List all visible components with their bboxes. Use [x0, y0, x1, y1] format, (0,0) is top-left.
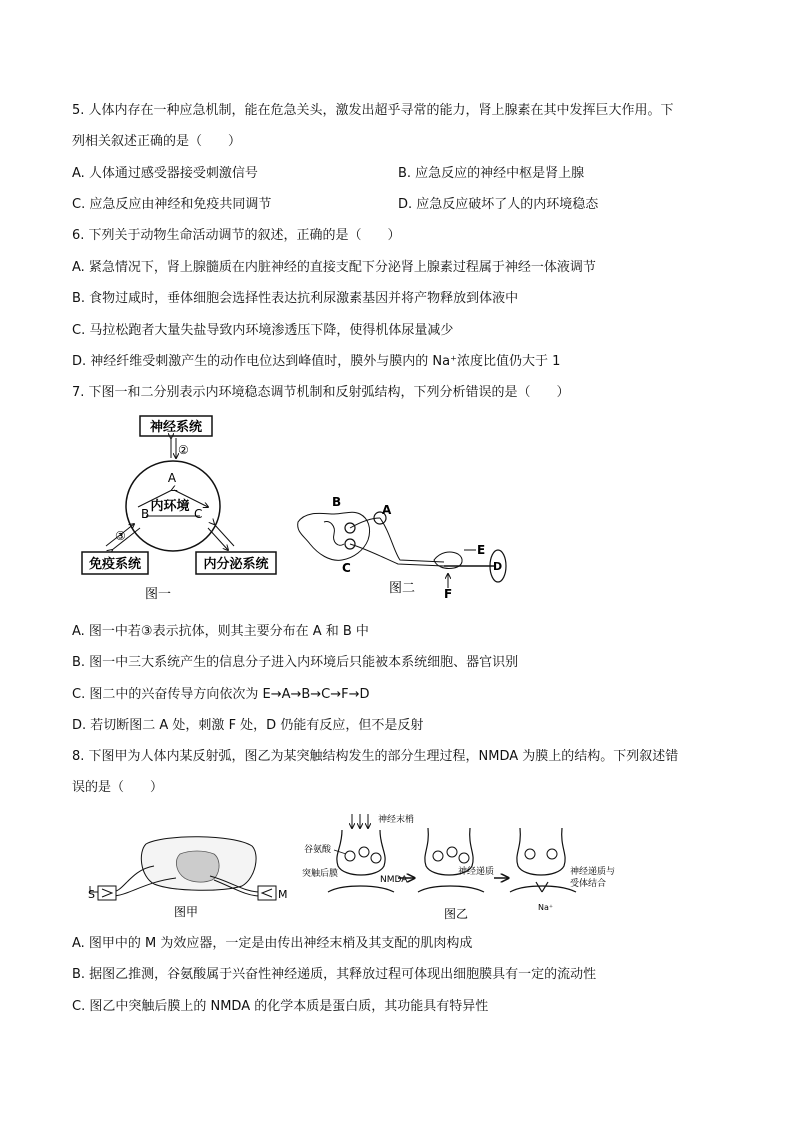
label-3: ③ — [115, 529, 126, 543]
q8-option-a: A. 图甲中的 M 为效应器，一定是由传出神经末梢及其支配的肌肉构成 — [72, 936, 473, 951]
figure-b-synapse — [298, 808, 628, 920]
fig2-label-c: C — [342, 561, 351, 575]
endocrine-system-label: 内分泌系统 — [203, 557, 269, 572]
q6-option-d: D. 神经纤维受刺激产生的动作电位达到峰值时，膜外与膜内的 Na⁺浓度比值仍大于 1 — [72, 354, 561, 369]
q8-option-b: B. 据图乙推测，谷氨酸属于兴奋性神经递质，其释放过程可体现出细胞膜具有一定的流动性 — [72, 967, 597, 982]
q5-option-a: A. 人体通过感受器接受刺激信号 — [72, 166, 258, 181]
q6-option-a: A. 紧急情况下，肾上腺髓质在内脏神经的直接支配下分泌肾上腺素过程属于神经一体液调节 — [72, 260, 596, 275]
figure-b-caption: 图乙 — [443, 907, 469, 921]
binding-label-line1: 神经递质与 — [570, 867, 616, 877]
figure-2-reflex-arc — [294, 492, 514, 600]
q8-option-c: C. 图乙中突触后膜上的 NMDA 的化学本质是蛋白质，其功能具有特异性 — [72, 999, 489, 1014]
q6-stem: 6. 下列关于动物生命活动调节的叙述，正确的是（ ） — [72, 228, 401, 243]
fig2-label-d: D — [493, 560, 503, 573]
q6-option-c: C. 马拉松跑者大量失盐导致内环境渗透压下降，使得机体尿量减少 — [72, 323, 454, 338]
label-2: ② — [178, 443, 189, 457]
fig1-label-c: C — [194, 507, 203, 521]
figure-1-homeostasis-diagram — [78, 412, 288, 604]
figure-a-caption: 图甲 — [173, 905, 199, 919]
q7-stem: 7. 下图一和二分别表示内环境稳态调节机制和反射弧结构，下列分析错误的是（ ） — [72, 385, 570, 400]
fig2-label-a: A — [382, 503, 392, 517]
q7-option-c: C. 图二中的兴奋传导方向依次为 E→A→B→C→F→D — [72, 687, 370, 702]
q6-option-b: B. 食物过咸时，垂体细胞会选择性表达抗利尿激素基因并将产物释放到体液中 — [72, 291, 519, 306]
q5-stem-line1: 5. 人体内存在一种应急机制，能在危急关头，激发出超乎寻常的能力，肾上腺素在其中发挥巨大作用。下 — [72, 103, 674, 118]
internal-environment-label: 内环境 — [150, 499, 190, 514]
immune-system-label: 免疫系统 — [88, 557, 142, 572]
glutamate-label: 谷氨酸 — [304, 845, 332, 855]
figure-1-caption: 图一 — [144, 587, 172, 602]
fig2-label-e: E — [477, 543, 486, 557]
nervous-system-label: 神经系统 — [149, 420, 203, 435]
q8-stem-line1: 8. 下图甲为人体内某反射弧，图乙为某突触结构发生的部分生理过程，NMDA 为膜上的结构。下列叙述错 — [72, 749, 679, 764]
figure-a-reflex-arc — [84, 820, 288, 920]
sodium-ion-label: Na⁺ — [538, 903, 554, 912]
q5-stem-line2: 列相关叙述正确的是（ ） — [72, 134, 242, 149]
q5-option-c: C. 应急反应由神经和免疫共同调节 — [72, 197, 272, 212]
q8-stem-line2: 误的是（ ） — [72, 780, 164, 795]
q7-option-a: A. 图一中若③表示抗体，则其主要分布在 A 和 B 中 — [72, 624, 369, 639]
neurotransmitter-label: 神经递质 — [458, 867, 495, 877]
nmda-label: NMDA — [380, 875, 408, 885]
fig-a-label-m: M — [278, 888, 288, 901]
q7-option-d: D. 若切断图二 A 处，刺激 F 处，D 仍能有反应，但不是反射 — [72, 718, 424, 733]
fig1-label-b: B — [141, 507, 150, 521]
binding-label-line2: 受体结合 — [570, 879, 607, 889]
nerve-terminal-label: 神经末梢 — [378, 815, 415, 825]
q7-option-b: B. 图一中三大系统产生的信息分子进入内环境后只能被本系统细胞、器官识别 — [72, 655, 519, 670]
figure-2-caption: 图二 — [388, 581, 416, 596]
q5-option-d: D. 应急反应破坏了人的内环境稳态 — [398, 197, 599, 212]
postsynaptic-membrane-label: 突触后膜 — [302, 869, 339, 879]
fig-a-label-s: S — [88, 888, 95, 901]
q5-option-b: B. 应急反应的神经中枢是肾上腺 — [398, 166, 585, 181]
fig1-label-a: A — [167, 471, 177, 485]
fig2-label-b: B — [332, 495, 342, 509]
fig2-label-f: F — [444, 587, 453, 601]
